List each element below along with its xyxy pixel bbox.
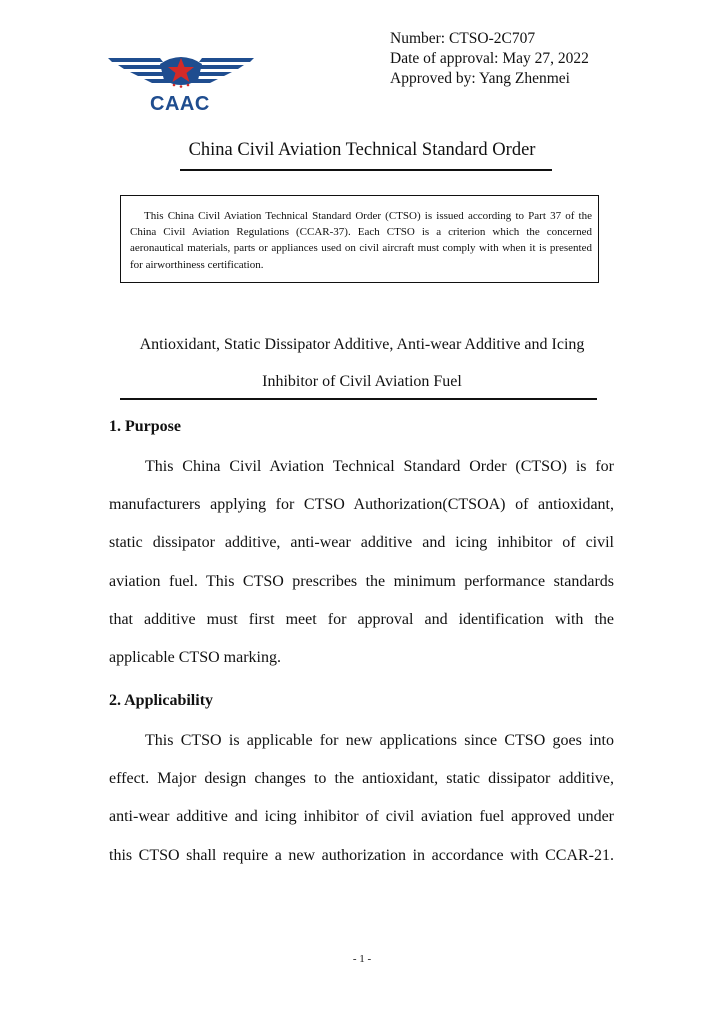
- notice-text: This China Civil Aviation Technical Standard Order (CTSO) is issued according to Part 37 of the China Civil Aviation Regulations (CCAR-37). Each CTSO is a criterion which the concerned aeronautical materials, parts or appliances used on civil aircraft must comply with when it is presented for airworthiness certification.: [130, 210, 592, 271]
- subject-divider: [120, 398, 597, 400]
- document-title: China Civil Aviation Technical Standard Order: [188, 140, 536, 160]
- paragraph-line: anti-wear additive and icing inhibitor of civil aviation fuel approved under: [109, 808, 614, 826]
- paragraph-line: This China Civil Aviation Technical Standard Order (CTSO) is for: [145, 458, 614, 475]
- title-divider: [180, 169, 552, 171]
- approved-by: Approved by: Yang Zhenmei: [390, 70, 570, 87]
- page-number: - 1 -: [352, 953, 372, 965]
- paragraph-line: static dissipator additive, anti-wear additive and icing inhibitor of civil: [109, 534, 614, 552]
- paragraph-line: that additive must first meet for approval and identification with the: [109, 610, 614, 628]
- paragraph-line: manufacturers applying for CTSO Authorization(CTSOA) of antioxidant,: [109, 496, 614, 514]
- approval-date: Date of approval: May 27, 2022: [390, 50, 589, 67]
- paragraph-line: aviation fuel. This CTSO prescribes the minimum performance standards: [109, 572, 614, 590]
- applicability-paragraph: [109, 722, 614, 875]
- section-heading-applicability: 2. Applicability: [109, 692, 214, 709]
- paragraph-line: this CTSO shall require a new authorization in accordance with CCAR-21.: [109, 846, 614, 864]
- notice-box: [120, 195, 599, 283]
- document-number: Number: CTSO-2C707: [390, 30, 536, 47]
- purpose-paragraph: [109, 448, 614, 677]
- paragraph-line: applicable CTSO marking.: [109, 649, 281, 667]
- subject-title-line-1: Antioxidant, Static Dissipator Additive, Anti-wear Additive and Icing: [139, 336, 585, 353]
- logo-text: CAAC: [150, 93, 210, 115]
- paragraph-line: effect. Major design changes to the antioxidant, static dissipator additive,: [109, 770, 614, 788]
- paragraph-line: This CTSO is applicable for new applications since CTSO goes into: [145, 732, 614, 749]
- subject-title-line-2: Inhibitor of Civil Aviation Fuel: [262, 373, 462, 390]
- section-heading-purpose: 1. Purpose: [109, 418, 181, 435]
